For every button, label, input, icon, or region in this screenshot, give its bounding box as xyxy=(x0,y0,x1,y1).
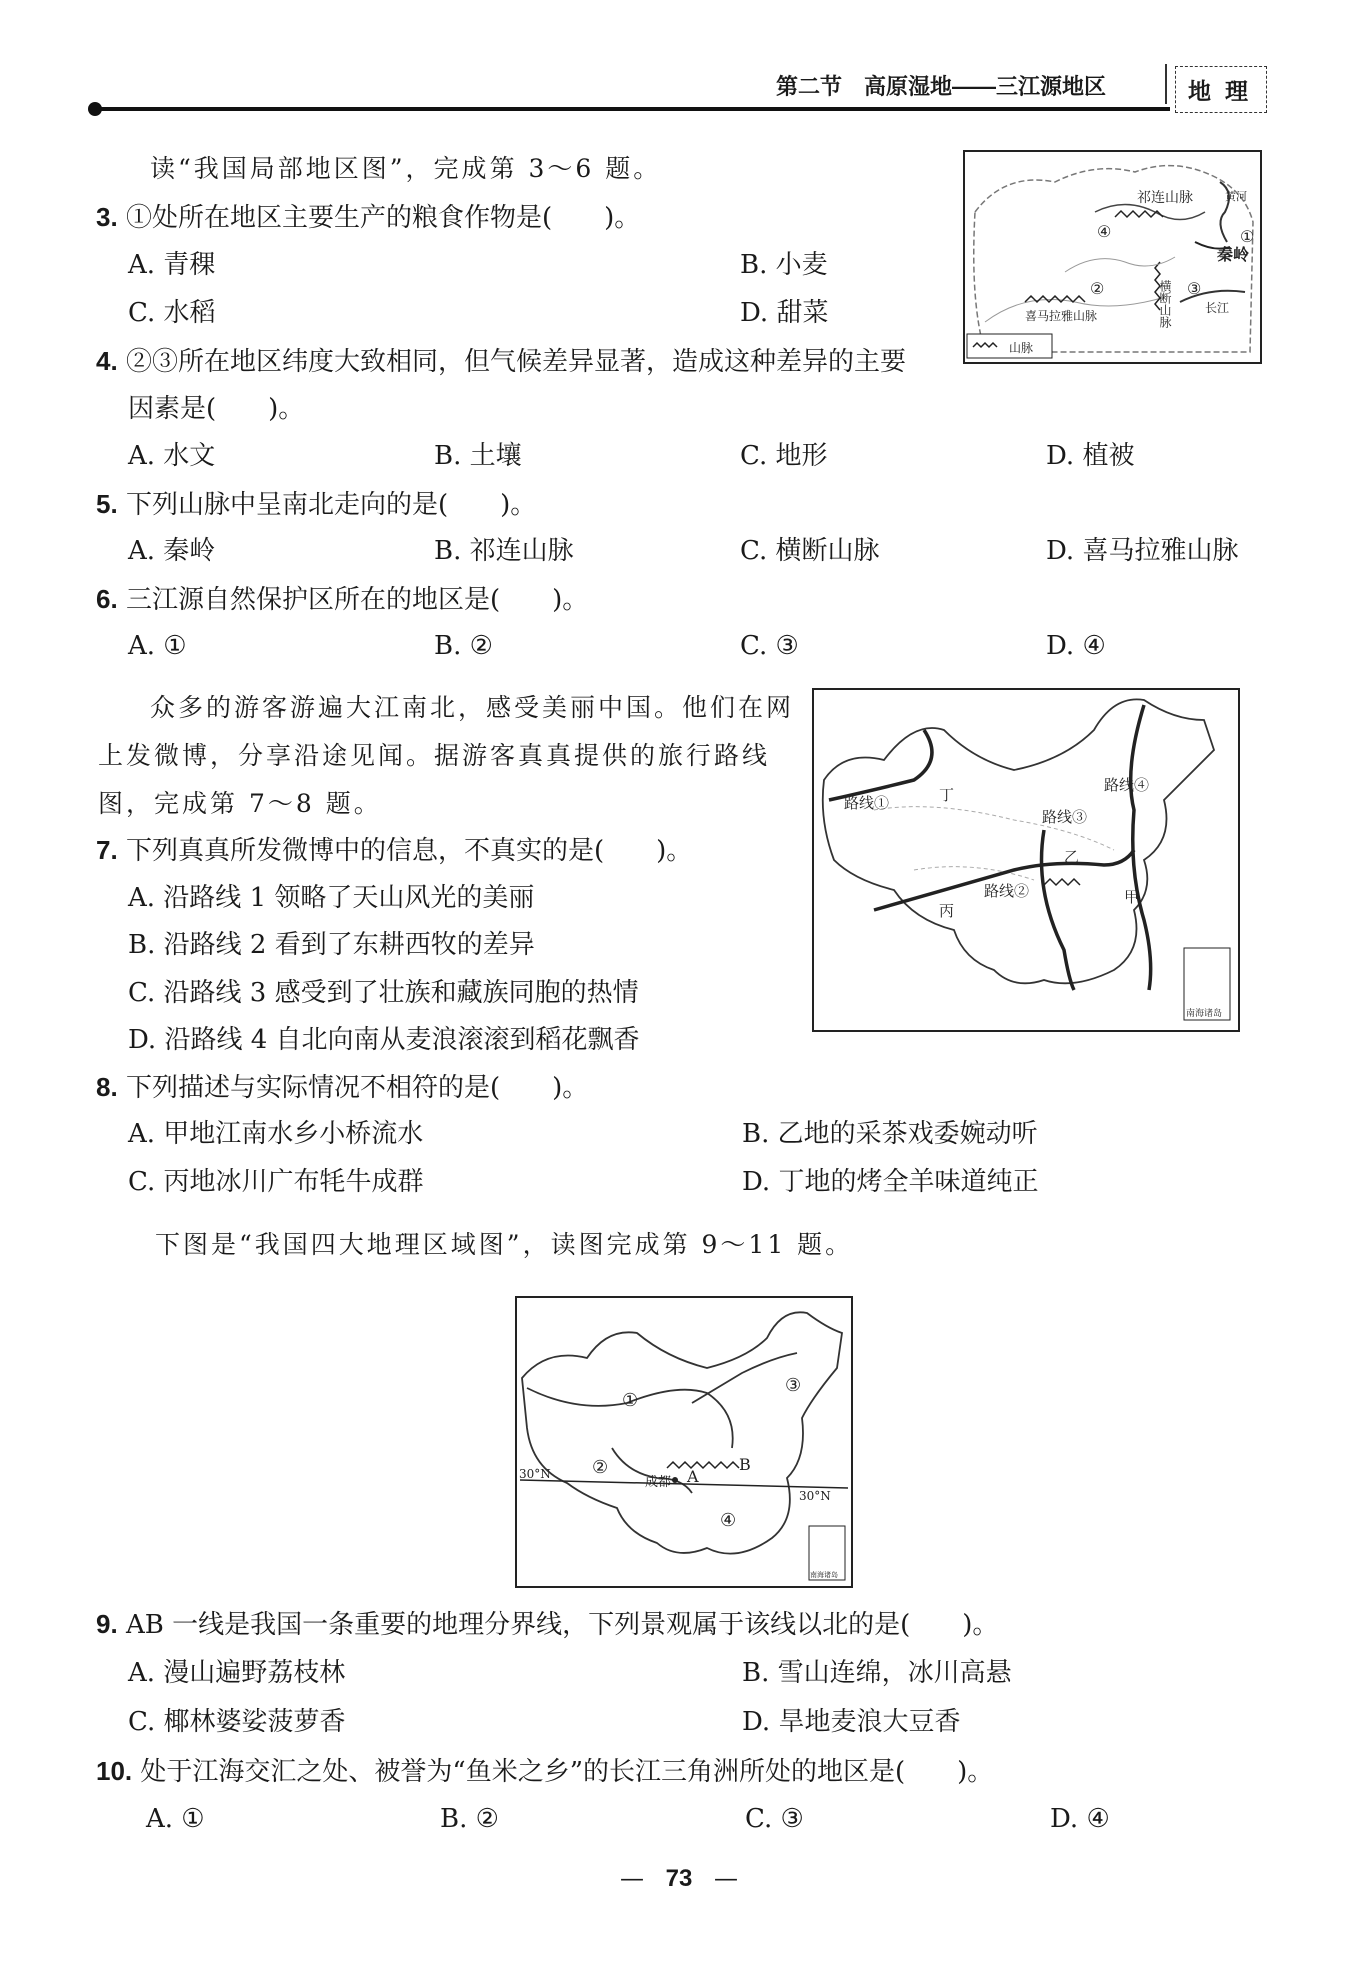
question-6-option-c: C. ③ xyxy=(740,631,799,661)
header-separator xyxy=(1165,64,1167,104)
section2-intro-line2: 上发微博，分享沿途见闻。据游客真真提供的旅行路线 xyxy=(98,741,771,770)
question-4-option-d: D. 植被 xyxy=(1046,441,1135,471)
question-4-text-line2: 因素是( )。 xyxy=(128,394,305,424)
question-6 xyxy=(96,583,588,616)
map2-label-route2: 路线② xyxy=(984,882,1030,900)
question-6-option-d: D. ④ xyxy=(1046,631,1106,661)
question-9-option-c: C. 椰林婆娑菠萝香 xyxy=(128,1707,346,1737)
question-4 xyxy=(96,345,906,378)
question-8 xyxy=(96,1071,588,1104)
question-9-option-a: A. 漫山遍野荔枝林 xyxy=(128,1658,346,1688)
question-6-number: 6. xyxy=(96,584,118,614)
map3-label-region1: ① xyxy=(622,1390,639,1411)
question-6-option-a: A. ① xyxy=(128,631,187,661)
map3-label-region4: ④ xyxy=(720,1510,737,1531)
question-8-option-c: C. 丙地冰川广布牦牛成群 xyxy=(128,1167,424,1197)
map1-label-changjiang: 长江 xyxy=(1205,301,1230,315)
question-7-option-d: D. 沿路线 4 自北向南从麦浪滚滚到稻花飘香 xyxy=(128,1025,640,1055)
map3-label-lat-left: 30°N xyxy=(519,1467,551,1481)
question-9-option-b: B. 雪山连绵，冰川高悬 xyxy=(742,1658,1012,1688)
map1-marker-1: ① xyxy=(1240,227,1255,246)
question-5-option-b: B. 祁连山脉 xyxy=(434,536,574,566)
question-3-text: ①处所在地区主要生产的粮食作物是( )。 xyxy=(125,203,641,233)
question-9 xyxy=(96,1608,998,1641)
question-3-option-a: A. 青稞 xyxy=(128,250,216,280)
map3-label-inset: 南海诸岛 xyxy=(810,1571,838,1579)
local-region-map-svg xyxy=(965,152,1260,362)
question-9-option-d: D. 旱地麦浪大豆香 xyxy=(742,1707,961,1737)
map3-chengdu-dot xyxy=(672,1477,678,1483)
question-5-number: 5. xyxy=(96,489,118,519)
section3-intro: 下图是“我国四大地理区域图”，读图完成第 9～11 题。 xyxy=(155,1230,854,1259)
question-5-option-c: C. 横断山脉 xyxy=(740,536,880,566)
question-10-option-b: B. ② xyxy=(440,1804,499,1834)
map1-label-qinling: 秦岭 xyxy=(1217,245,1250,264)
question-4-text: ②③所在地区纬度大致相同，但气候差异显著，造成这种差异的主要 xyxy=(125,347,906,377)
travel-route-map xyxy=(812,688,1240,1032)
question-9-number: 9. xyxy=(96,1609,118,1639)
question-10-option-c: C. ③ xyxy=(745,1804,804,1834)
header-rule xyxy=(96,107,1170,111)
local-region-map xyxy=(963,150,1262,364)
map1-marker-3: ③ xyxy=(1187,279,1202,298)
map2-label-yi: 乙 xyxy=(1064,848,1080,866)
map1-label-huanghe: 黄河 xyxy=(1225,190,1247,203)
question-8-option-b: B. 乙地的采茶戏委婉动听 xyxy=(742,1119,1038,1149)
map2-label-bing: 丙 xyxy=(939,902,955,920)
subject-badge: 地理 xyxy=(1175,66,1267,113)
question-9-text: AB 一线是我国一条重要的地理分界线，下列景观属于该线以北的是( )。 xyxy=(125,1610,999,1640)
question-3-number: 3. xyxy=(96,202,118,232)
question-10-number: 10. xyxy=(96,1756,133,1786)
four-regions-map-svg xyxy=(517,1298,851,1586)
question-8-number: 8. xyxy=(96,1072,118,1102)
map1-label-hengduan: 横断山脉 xyxy=(1158,280,1172,328)
question-10-option-d: D. ④ xyxy=(1050,1804,1110,1834)
question-4-option-b: B. 土壤 xyxy=(434,441,522,471)
question-3-option-b: B. 小麦 xyxy=(740,250,828,280)
map1-label-qilian: 祁连山脉 xyxy=(1137,190,1193,206)
map2-label-route4: 路线④ xyxy=(1104,776,1150,794)
question-7-text: 下列真真所发微博中的信息，不真实的是( )。 xyxy=(125,836,693,866)
question-7-option-c: C. 沿路线 3 感受到了壮族和藏族同胞的热情 xyxy=(128,978,639,1008)
four-regions-map xyxy=(515,1296,853,1588)
question-10-option-a: A. ① xyxy=(146,1804,205,1834)
page-number: 73 xyxy=(665,1865,693,1892)
map3-label-region2: ② xyxy=(592,1457,609,1478)
map1-label-himalaya: 喜马拉雅山脉 xyxy=(1025,309,1098,323)
map3-label-chengdu: 成都 xyxy=(645,1475,672,1490)
header-title: 第二节 高原湿地——三江源地区 xyxy=(776,74,1107,99)
question-8-option-d: D. 丁地的烤全羊味道纯正 xyxy=(742,1167,1039,1197)
question-10-text: 处于江海交汇之处、被誉为“鱼米之乡”的长江三角洲所处的地区是( )。 xyxy=(140,1757,994,1787)
question-7-option-b: B. 沿路线 2 看到了东耕西牧的差异 xyxy=(128,930,535,960)
question-7 xyxy=(96,834,692,867)
section2-intro-line3: 图，完成第 7～8 题。 xyxy=(98,789,382,818)
section1-intro: 读“我国局部地区图”，完成第 3～6 题。 xyxy=(150,154,662,183)
map2-label-route3: 路线③ xyxy=(1042,808,1088,826)
section2-intro-line1: 众多的游客游遍大江南北，感受美丽中国。他们在网 xyxy=(150,693,795,722)
question-5 xyxy=(96,488,536,521)
map1-marker-4: ④ xyxy=(1097,222,1112,241)
map3-label-a: A xyxy=(687,1467,699,1486)
question-5-text: 下列山脉中呈南北走向的是( )。 xyxy=(125,490,537,520)
question-8-text: 下列描述与实际情况不相符的是( )。 xyxy=(125,1073,589,1103)
map2-label-jia: 甲 xyxy=(1124,888,1140,906)
question-7-number: 7. xyxy=(96,835,118,865)
map3-label-b: B xyxy=(739,1455,751,1474)
map2-label-ding: 丁 xyxy=(939,786,955,804)
question-6-option-b: B. ② xyxy=(434,631,493,661)
footer-dash-left: — xyxy=(620,1864,644,1892)
question-3-option-c: C. 水稻 xyxy=(128,298,216,328)
map2-label-route1: 路线① xyxy=(844,794,890,812)
question-8-option-a: A. 甲地江南水乡小桥流水 xyxy=(128,1119,424,1149)
question-6-text: 三江源自然保护区所在的地区是( )。 xyxy=(125,585,589,615)
question-3-option-d: D. 甜菜 xyxy=(740,298,829,328)
footer-dash-right: — xyxy=(713,1864,738,1892)
question-5-option-a: A. 秦岭 xyxy=(128,536,216,566)
map1-legend-label: 山脉 xyxy=(1009,341,1034,355)
question-4-number: 4. xyxy=(96,346,118,376)
question-10 xyxy=(96,1755,993,1788)
map2-label-inset: 南海诸岛 xyxy=(1186,1009,1223,1019)
page-footer xyxy=(620,1864,738,1893)
question-7-option-a: A. 沿路线 1 领略了天山风光的美丽 xyxy=(128,883,535,913)
travel-route-map-svg xyxy=(814,690,1238,1030)
question-5-option-d: D. 喜马拉雅山脉 xyxy=(1046,536,1239,566)
map3-label-region3: ③ xyxy=(785,1375,802,1396)
question-4-option-a: A. 水文 xyxy=(128,441,216,471)
map1-marker-2: ② xyxy=(1090,279,1105,298)
question-3 xyxy=(96,201,640,234)
question-4-option-c: C. 地形 xyxy=(740,441,828,471)
map3-label-lat-right: 30°N xyxy=(799,1489,831,1503)
